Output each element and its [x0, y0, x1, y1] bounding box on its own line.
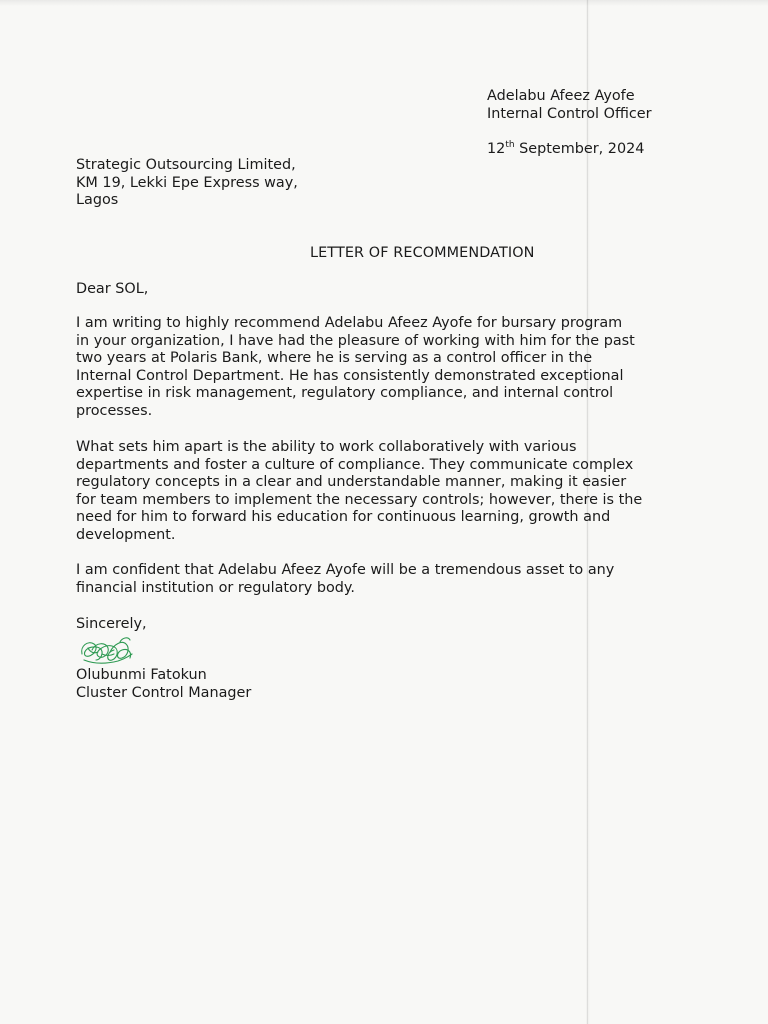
handwritten-signature: [76, 630, 136, 670]
paragraph-line: expertise in risk management, regulatory compliance, and internal control: [76, 385, 614, 401]
date-rest: September, 2024: [514, 141, 645, 157]
signer-title: Cluster Control Manager: [76, 684, 252, 701]
closing: Sincerely,: [76, 616, 147, 632]
date-day: 12: [487, 141, 506, 157]
paragraph-line: two years at Polaris Bank, where he is serving as a control officer in the: [76, 350, 593, 366]
scan-top-edge: [0, 0, 768, 6]
paragraph-line: financial institution or regulatory body.: [76, 579, 355, 596]
paragraph-line: What sets him apart is the ability to work collaboratively with various: [76, 439, 577, 455]
recipient-line: KM 19, Lekki Epe Express way,: [76, 174, 298, 191]
paragraph-line: regulatory concepts in a clear and understandable manner, making it easier: [76, 474, 627, 490]
date-suffix: th: [505, 140, 515, 150]
signer-name: Olubunmi Fatokun: [76, 667, 207, 683]
letter-heading: LETTER OF RECOMMENDATION: [310, 245, 535, 261]
paragraph-line: departments and foster a culture of compliance. They communicate complex: [76, 456, 634, 473]
recipient-line: Strategic Outsourcing Limited,: [76, 157, 296, 173]
paragraph-1: [76, 315, 696, 420]
paragraph-line: for team members to implement the necessary controls; however, there is the: [76, 491, 643, 508]
paragraph-line: I am writing to highly recommend Adelabu Afeez Ayofe for bursary program: [76, 315, 623, 331]
signature-strokes: [82, 638, 132, 663]
salutation: Dear SOL,: [76, 281, 149, 297]
paragraph-line: in your organization, I have had the pleasure of working with him for the past: [76, 332, 635, 349]
signer-block: [76, 667, 251, 702]
sender-title: Internal Control Officer: [487, 105, 652, 122]
letter-date: [487, 141, 644, 159]
paragraph-line: development.: [76, 526, 176, 543]
paragraph-line: Internal Control Department. He has consistently demonstrated exceptional: [76, 367, 624, 384]
recipient-line: Lagos: [76, 192, 119, 208]
paragraph-line: I am confident that Adelabu Afeez Ayofe will be a tremendous asset to any: [76, 562, 615, 578]
sender-name: Adelabu Afeez Ayofe: [487, 88, 635, 104]
paragraph-3: [76, 562, 696, 597]
paragraph-2: [76, 439, 696, 544]
paragraph-line: need for him to forward his education for continuous learning, growth and: [76, 509, 611, 525]
recipient-address: [76, 157, 298, 210]
paragraph-line: processes.: [76, 402, 153, 419]
sender-block: [487, 88, 652, 123]
